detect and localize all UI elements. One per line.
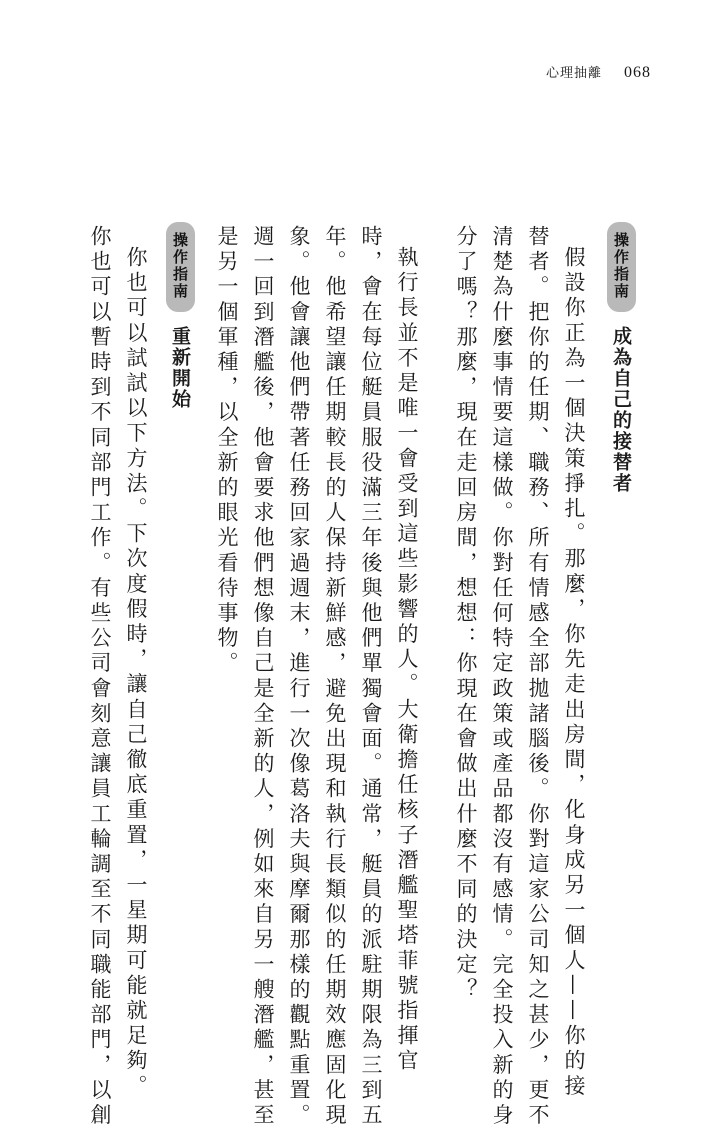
section1-line-2: 替者。把你的任期、職務、所有情感全部拋諸腦後。你對這家公司知之甚少，更不	[526, 225, 550, 1129]
running-title: 心理抽離	[545, 66, 602, 81]
section-tag: 操作指南	[166, 222, 195, 312]
section1-line-1: 假設你正為一個決策掙扎。那麼，你先走出房間，化身成另一個人——你的接	[562, 246, 586, 1100]
body-line-2: 時，會在每位艇員服役滿三年後與他們單獨會面。通常，艇員的派駐期限為三到五	[359, 225, 383, 1129]
section-heading-1	[607, 222, 636, 494]
running-head	[546, 62, 651, 82]
body-line-5: 週一回到潛艦後，他會要求他們想像自己是全新的人，例如來自另一艘潛艦，甚至	[251, 225, 275, 1129]
section1-line-4: 分了嗎？那麼，現在走回房間，想想：你現在會做出什麼不同的決定？	[454, 225, 478, 1004]
section-tag: 操作指南	[607, 222, 636, 312]
section2-line-2: 你也可以暫時到不同部門工作。有些公司會刻意讓員工輪調至不同職能部門，以創	[88, 225, 112, 1129]
section-title: 重新開始	[169, 326, 191, 410]
body-line-4: 象。他會讓他們帶著任務回家過週末，進行一次像葛洛夫與摩爾那樣的觀點重置。	[287, 225, 311, 1129]
body-line-6: 是另一個軍種，以全新的眼光看待事物。	[215, 225, 239, 677]
section-title: 成為自己的接替者	[610, 326, 632, 494]
body-line-3: 年。他希望讓任期較長的人保持新鮮感，避免出現和執行長類似的任期效應固化現	[323, 225, 347, 1129]
body-line-1: 執行長並不是唯一會受到這些影響的人。大衛擔任核子潛艦聖塔菲號指揮官	[395, 246, 419, 1075]
section2-line-1: 你也可以試試以下方法。下次度假時，讓自己徹底重置，一星期可能就足夠。	[124, 246, 148, 1100]
section-heading-2	[166, 222, 195, 410]
section1-line-3: 清楚為什麼事情要這樣做。你對任何特定政策或產品都沒有感情。完全投入新的身	[490, 225, 514, 1129]
page-number: 068	[624, 64, 651, 81]
